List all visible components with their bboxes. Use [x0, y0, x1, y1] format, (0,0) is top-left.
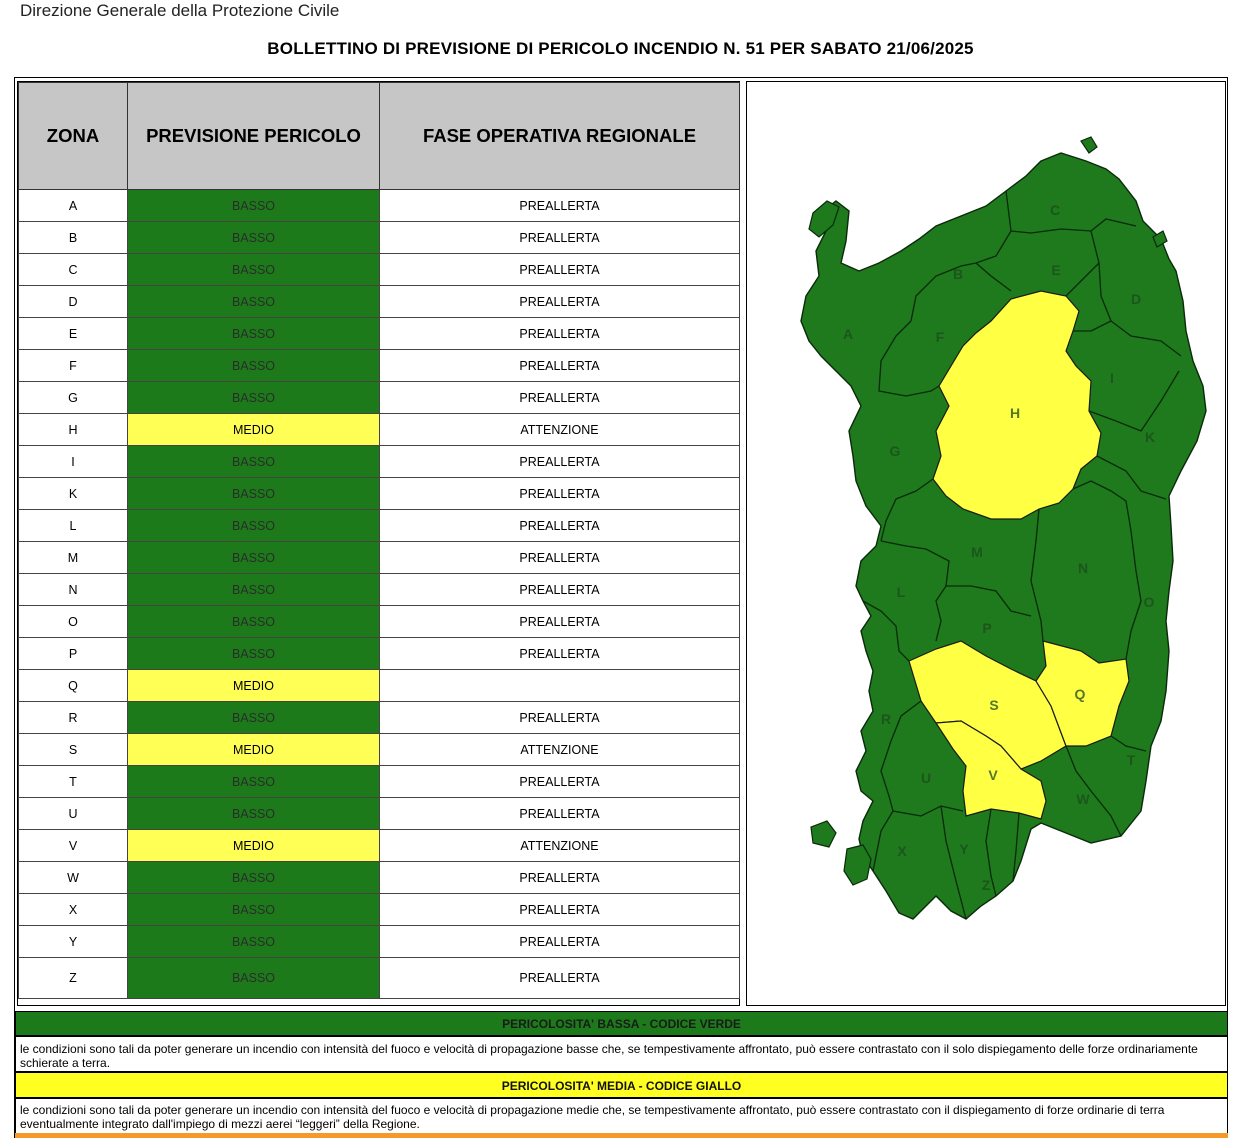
forecast-cell: BASSO [128, 222, 380, 254]
table-row [19, 958, 740, 999]
phase-cell: PREALLERTA [380, 574, 740, 606]
phase-cell: PREALLERTA [380, 478, 740, 510]
map-label-w: W [1076, 791, 1090, 807]
map-island-san-pietro [811, 821, 836, 847]
zone-cell: T [19, 766, 128, 798]
forecast-cell: BASSO [128, 638, 380, 670]
map-label-x: X [897, 843, 907, 859]
forecast-cell: MEDIO [128, 734, 380, 766]
forecast-cell: BASSO [128, 894, 380, 926]
phase-cell: PREALLERTA [380, 926, 740, 958]
forecast-cell: BASSO [128, 606, 380, 638]
forecast-cell: BASSO [128, 286, 380, 318]
table-header-row [19, 83, 740, 190]
organization-name: Direzione Generale della Protezione Civile [20, 1, 340, 20]
table-row [19, 350, 740, 382]
zone-cell: C [19, 254, 128, 286]
table-row [19, 286, 740, 318]
table-row [19, 926, 740, 958]
zone-cell: N [19, 574, 128, 606]
map-island-sant-antioco [844, 845, 871, 885]
cut-header-text [555, 0, 665, 1]
table-row [19, 574, 740, 606]
map-label-r: R [880, 711, 892, 727]
forecast-cell: BASSO [128, 510, 380, 542]
table-row [19, 606, 740, 638]
phase-cell: PREALLERTA [380, 702, 740, 734]
zone-cell: V [19, 830, 128, 862]
zone-cell: K [19, 478, 128, 510]
bulletin-title: BOLLETTINO DI PREVISIONE DI PERICOLO INCENDIO N. 51 PER SABATO 21/06/2025 [267, 39, 974, 58]
legend-yellow-title: PERICOLOSITA' MEDIA - CODICE GIALLO [15, 1072, 1228, 1098]
table-row [19, 638, 740, 670]
map-label-b: B [952, 266, 964, 282]
map-label-y: Y [959, 841, 969, 857]
zone-cell: A [19, 190, 128, 222]
table-row [19, 766, 740, 798]
map-label-m: M [971, 544, 983, 560]
zone-cell: D [19, 286, 128, 318]
forecast-cell: BASSO [128, 926, 380, 958]
map-label-c: C [1049, 202, 1061, 218]
zone-cell: O [19, 606, 128, 638]
phase-cell: PREALLERTA [380, 798, 740, 830]
zone-cell: I [19, 446, 128, 478]
phase-cell: PREALLERTA [380, 318, 740, 350]
map-label-q: Q [1074, 686, 1086, 702]
phase-cell: PREALLERTA [380, 446, 740, 478]
forecast-cell: BASSO [128, 190, 380, 222]
phase-cell: PREALLERTA [380, 254, 740, 286]
forecast-cell: BASSO [128, 542, 380, 574]
table-row [19, 318, 740, 350]
map-label-h: H [1009, 405, 1021, 421]
zone-table-body [19, 190, 740, 999]
table-row [19, 414, 740, 446]
table-row [19, 542, 740, 574]
phase-cell: PREALLERTA [380, 382, 740, 414]
column-header-phase: FASE OPERATIVA REGIONALE [380, 83, 740, 190]
forecast-cell: MEDIO [128, 830, 380, 862]
zone-cell: M [19, 542, 128, 574]
zone-table-container [17, 81, 740, 1006]
map-label-s: S [989, 697, 999, 713]
forecast-cell: BASSO [128, 382, 380, 414]
map-label-t: T [1126, 752, 1136, 768]
zone-table [18, 82, 740, 999]
zone-cell: X [19, 894, 128, 926]
zone-cell: Q [19, 670, 128, 702]
table-row [19, 734, 740, 766]
legend-yellow-description: le condizioni sono tali da poter generare un incendio con intensità del fuoco e velocità di propagazione medie che, se tempestivamente affrontato, può essere contrastato con il dispiegamento di forze ordinarie di terra eventualmente integrato dall'impiego di mezzi aerei “leggeri” della Regione. [15, 1098, 1228, 1134]
forecast-cell: BASSO [128, 702, 380, 734]
forecast-cell: BASSO [128, 318, 380, 350]
table-row [19, 862, 740, 894]
phase-cell: PREALLERTA [380, 606, 740, 638]
zone-cell: R [19, 702, 128, 734]
legend-green-description: le condizioni sono tali da poter generare un incendio con intensità del fuoco e velocità di propagazione basse che, se tempestivamente affrontato, può essere contrastato con il solo dispiegamento delle forze ordinariamente schierate a terra. [15, 1036, 1228, 1072]
phase-cell: PREALLERTA [380, 510, 740, 542]
map-label-k: K [1144, 429, 1156, 445]
forecast-cell: BASSO [128, 254, 380, 286]
map-label-g: G [889, 443, 901, 459]
map-label-e: E [1051, 262, 1061, 278]
table-row [19, 478, 740, 510]
forecast-cell: BASSO [128, 574, 380, 606]
map-label-u: U [920, 770, 932, 786]
table-row [19, 798, 740, 830]
legend-green-title: PERICOLOSITA' BASSA - CODICE VERDE [15, 1011, 1228, 1036]
zone-cell: B [19, 222, 128, 254]
map-label-v: V [988, 767, 998, 783]
phase-cell: PREALLERTA [380, 766, 740, 798]
phase-cell: PREALLERTA [380, 958, 740, 999]
map-label-p: P [982, 620, 992, 636]
table-row [19, 254, 740, 286]
phase-cell: PREALLERTA [380, 638, 740, 670]
column-header-zone: ZONA [19, 83, 128, 190]
legend-orange-strip [15, 1133, 1228, 1138]
sardinia-map [746, 81, 1226, 1006]
forecast-cell: BASSO [128, 958, 380, 999]
zone-cell: P [19, 638, 128, 670]
zone-cell: F [19, 350, 128, 382]
zone-cell: G [19, 382, 128, 414]
forecast-cell: BASSO [128, 798, 380, 830]
map-label-n: N [1077, 560, 1089, 576]
map-label-i: I [1110, 370, 1114, 386]
phase-cell: PREALLERTA [380, 286, 740, 318]
forecast-cell: BASSO [128, 446, 380, 478]
table-row [19, 222, 740, 254]
map-label-d: D [1130, 291, 1142, 307]
forecast-cell: BASSO [128, 766, 380, 798]
zone-cell: Z [19, 958, 128, 999]
map-label-f: F [935, 329, 945, 345]
zone-cell: U [19, 798, 128, 830]
phase-cell: ATTENZIONE [380, 414, 740, 446]
phase-cell: PREALLERTA [380, 222, 740, 254]
zone-cell: W [19, 862, 128, 894]
table-row [19, 830, 740, 862]
phase-cell: PREALLERTA [380, 542, 740, 574]
table-row [19, 670, 740, 702]
zone-cell: L [19, 510, 128, 542]
table-row [19, 510, 740, 542]
sardinia-map-svg [747, 82, 1225, 1005]
forecast-cell: MEDIO [128, 670, 380, 702]
zone-cell: H [19, 414, 128, 446]
zone-cell: E [19, 318, 128, 350]
forecast-cell: BASSO [128, 478, 380, 510]
phase-cell: PREALLERTA [380, 894, 740, 926]
map-label-o: O [1143, 594, 1155, 610]
column-header-forecast: PREVISIONE PERICOLO [128, 83, 380, 190]
table-row [19, 446, 740, 478]
table-row [19, 702, 740, 734]
zone-cell: Y [19, 926, 128, 958]
table-row [19, 382, 740, 414]
table-row [19, 190, 740, 222]
phase-cell: PREALLERTA [380, 862, 740, 894]
map-label-z: Z [981, 877, 991, 893]
phase-cell: PREALLERTA [380, 350, 740, 382]
map-label-l: L [896, 584, 906, 600]
phase-cell [380, 670, 740, 702]
phase-cell: ATTENZIONE [380, 734, 740, 766]
phase-cell: ATTENZIONE [380, 830, 740, 862]
forecast-cell: BASSO [128, 350, 380, 382]
forecast-cell: MEDIO [128, 414, 380, 446]
zone-cell: S [19, 734, 128, 766]
forecast-cell: BASSO [128, 862, 380, 894]
map-island-maddalena [1081, 137, 1097, 153]
phase-cell: PREALLERTA [380, 190, 740, 222]
map-label-a: A [842, 326, 854, 342]
table-row [19, 894, 740, 926]
